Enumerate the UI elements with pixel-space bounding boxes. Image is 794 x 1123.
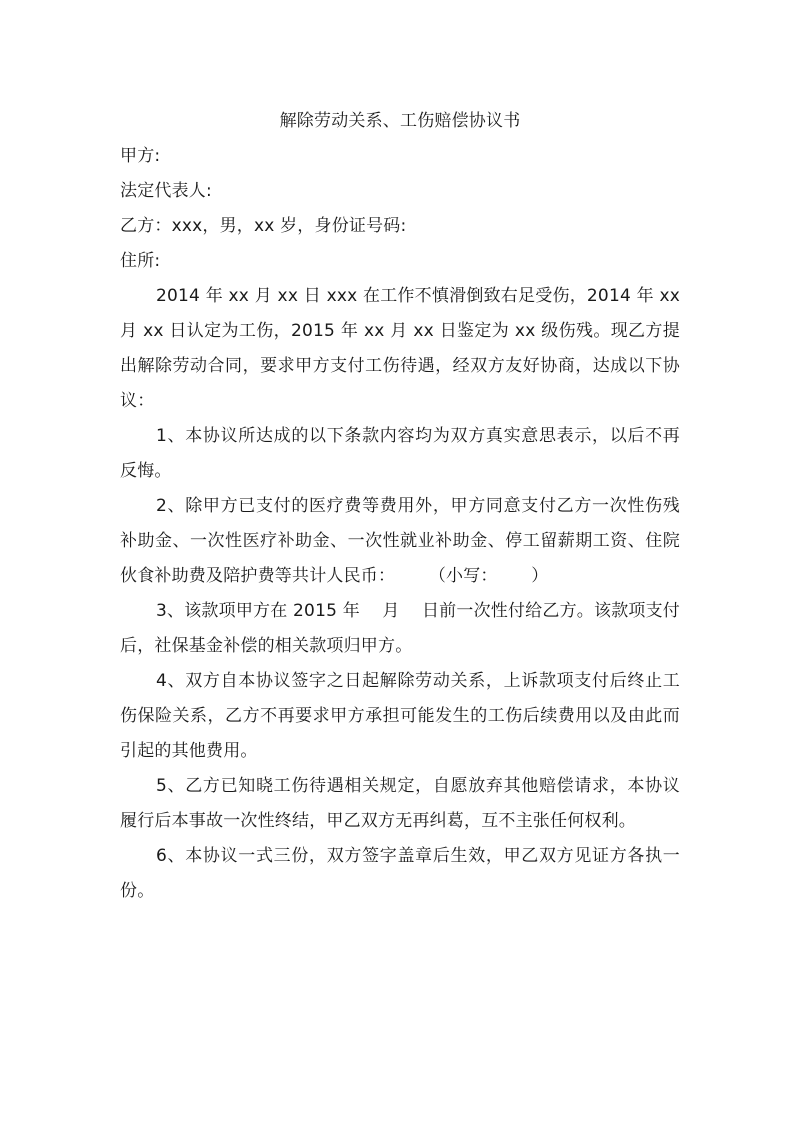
clause-2: 2、除甲方已支付的医疗费等费用外，甲方同意支付乙方一次性伤残补助金、一次性医疗补助金、一次性就业补助金、停工留薪期工资、住院伙食补助费及陪护费等共计人民币： （小写： ） (120, 496, 680, 586)
party-b-line: 乙方：xxx，男，xx 岁，身份证号码: (120, 216, 407, 236)
address-label: 住所: (120, 251, 161, 271)
document-title: 解除劳动关系、工伤赔偿协议书 (279, 111, 521, 131)
clause-6: 6、本协议一式三份，双方签字盖章后生效，甲乙双方见证方各执一份。 (120, 846, 680, 901)
legal-representative-label: 法定代表人: (120, 181, 212, 201)
document-body (120, 104, 680, 909)
clause-5: 5、乙方已知晓工伤待遇相关规定，自愿放弃其他赔偿请求，本协议履行后本事故一次性终结，甲乙双方无再纠葛，互不主张任何权利。 (120, 776, 680, 831)
party-a-label: 甲方: (120, 146, 161, 166)
clause-3: 3、该款项甲方在 2015 年 月 日前一次性付给乙方。该款项支付后，社保基金补偿的相关款项归甲方。 (120, 601, 680, 656)
clause-4: 4、双方自本协议签字之日起解除劳动关系，上诉款项支付后终止工伤保险关系，乙方不再要求甲方承担可能发生的工伤后续费用以及由此而引起的其他费用。 (120, 671, 680, 761)
clause-1: 1、本协议所达成的以下条款内容均为双方真实意思表示，以后不再反悔。 (120, 426, 680, 481)
intro-paragraph: 2014 年 xx 月 xx 日 xxx 在工作不慎滑倒致右足受伤，2014 年 xx 月 xx 日认定为工伤，2015 年 xx 月 xx 日鉴定为 xx 级伤残。现乙方提出解除劳动合同，要求甲方支付工伤待遇，经双方友好协商，达成以下协议： (120, 286, 680, 411)
